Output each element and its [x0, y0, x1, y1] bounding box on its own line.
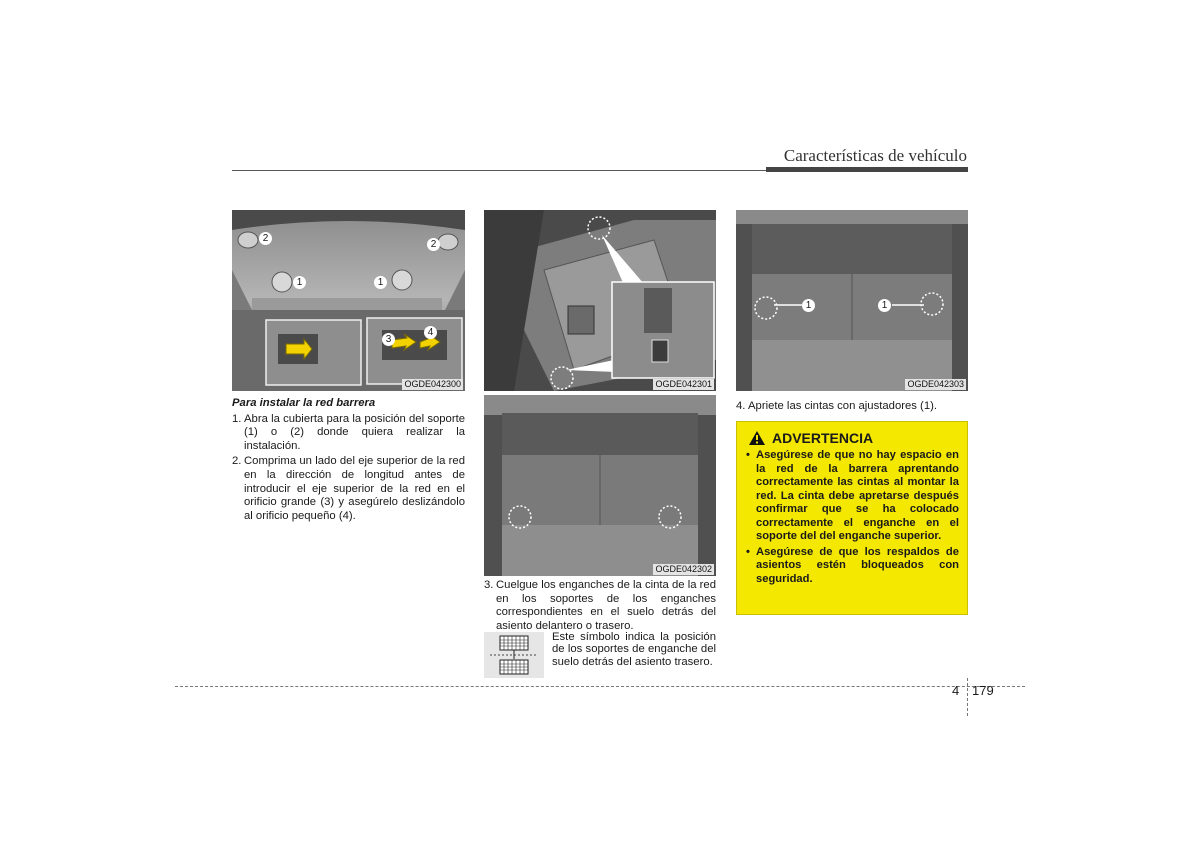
- warning-box: [736, 421, 968, 615]
- warning-item-text: Asegúrese de que los respaldos de asientos estén bloqueados con seguridad.: [756, 545, 959, 585]
- photo-code: OGDE042301: [655, 379, 712, 389]
- step-3: [484, 579, 716, 633]
- callout-3: 3: [382, 333, 395, 346]
- step-number: 4.: [736, 400, 746, 412]
- step-text: Cuelgue los enganches de la cinta de la red en los soportes de los enganches correspondientes en el suelo detrás del asiento delantero o trasero.: [496, 579, 716, 632]
- photo-code: OGDE042302: [655, 564, 712, 574]
- step-4: [736, 400, 968, 414]
- warning-item: [743, 546, 959, 587]
- step-2: [232, 455, 465, 523]
- warning-item: [743, 449, 959, 544]
- callout-2-left: 2: [259, 232, 272, 245]
- step-text: Abra la cubierta para la posición del soporte (1) o (2) donde quiera realizar la instalación.: [244, 412, 465, 452]
- floor-hook-symbol-icon: [484, 632, 544, 678]
- photo-headliner-brackets: [232, 210, 465, 391]
- header-rule-accent: [766, 167, 968, 172]
- step-number: 2.: [232, 455, 242, 468]
- step-text: Comprima un lado del eje superior de la red en la dirección de longitud antes de introducir el eje superior de la red en el orificio grande (3) y asegúrelo deslizándolo al orificio pequeño (4).: [244, 455, 465, 522]
- callout-2-right: 2: [427, 238, 440, 251]
- callout-1-right: 1: [878, 299, 891, 312]
- right-column-text: [736, 400, 968, 414]
- photo-code: OGDE042303: [907, 379, 964, 389]
- photo-floor-hook-rear: [484, 395, 716, 576]
- footer-rule: [175, 686, 1025, 687]
- photo-code: OGDE042300: [404, 379, 461, 389]
- step-number: 1.: [232, 412, 242, 425]
- photo-floor-hook-front: [484, 210, 716, 391]
- symbol-note: Este símbolo indica la posición de los soportes de enganche del suelo detrás del asiento trasero.: [552, 631, 716, 668]
- step-number: 3.: [484, 579, 494, 591]
- warning-header: [749, 430, 959, 446]
- page-header-title: Características de vehículo: [783, 146, 967, 165]
- step-1: [232, 413, 465, 454]
- callout-4: 4: [424, 326, 437, 339]
- callout-1-left: 1: [802, 299, 815, 312]
- bullet: •: [746, 545, 750, 558]
- warning-item-text: Asegúrese de que no hay espacio en la red de la barrera aprentando correctamente las cintas al montar la red. La cinta debe apretarse después confirmar que se ha colocado correctamente el enganche en el soporte del del enganche superior.: [756, 449, 959, 542]
- warning-triangle-icon: [749, 431, 765, 445]
- section-heading: Para instalar la red barrera: [232, 397, 376, 409]
- page-number: 179: [972, 683, 994, 698]
- header-rule: [232, 170, 766, 171]
- left-column-text: [232, 397, 465, 523]
- step-text: Apriete las cintas con ajustadores (1).: [748, 400, 938, 412]
- photo-strap-adjusters: [736, 210, 968, 391]
- bullet: •: [746, 449, 750, 461]
- chapter-number: 4: [952, 683, 960, 698]
- middle-column-text: [484, 579, 716, 633]
- footer-divider: [967, 678, 968, 716]
- callout-1-left: 1: [293, 276, 306, 289]
- warning-title: ADVERTENCIA: [772, 430, 874, 446]
- callout-1-right: 1: [374, 276, 387, 289]
